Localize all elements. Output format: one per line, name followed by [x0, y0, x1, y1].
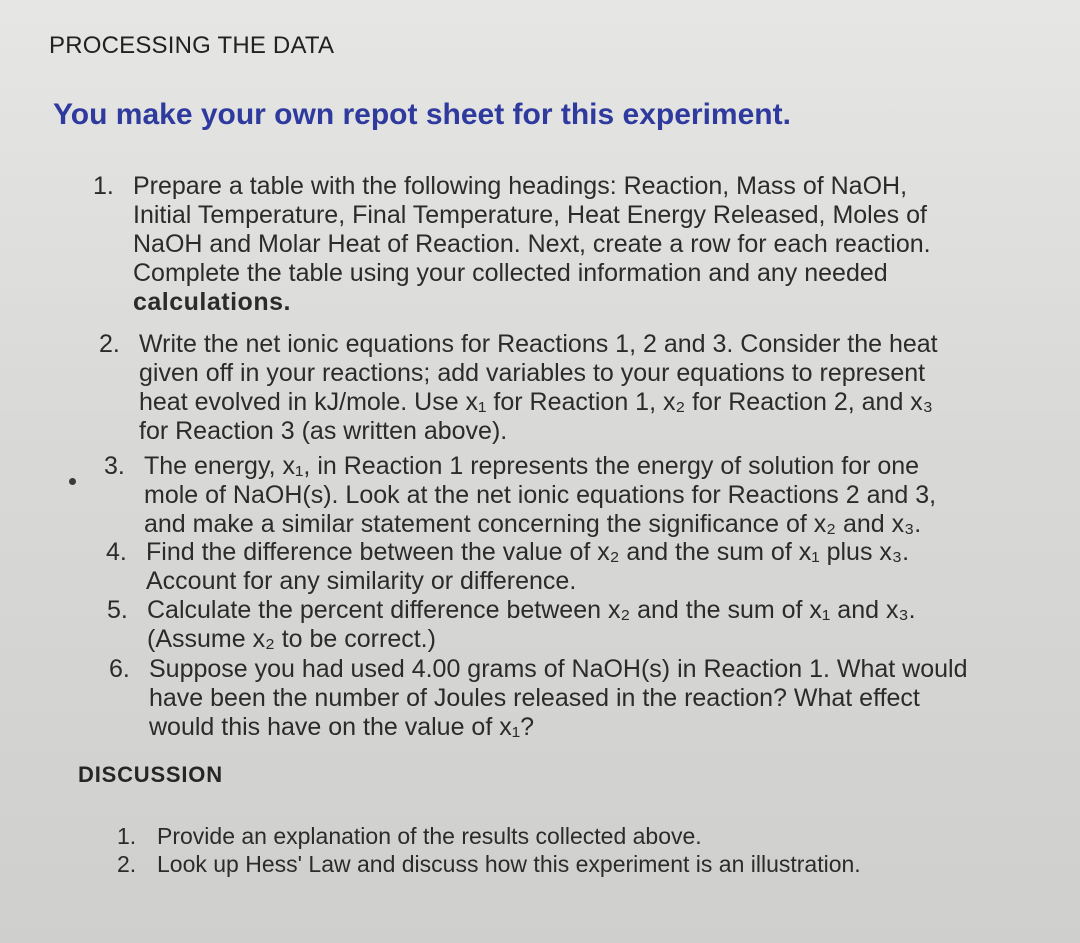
- item-line: have been the number of Joules released in the reaction? What effect: [149, 684, 920, 712]
- item-line: (Assume x₂ to be correct.): [147, 625, 436, 653]
- item-number: 1.: [117, 823, 137, 849]
- item-line: Initial Temperature, Final Temperature, Heat Energy Released, Moles of: [133, 201, 927, 229]
- report-subtitle: You make your own repot sheet for this experiment.: [53, 98, 791, 131]
- item-line: Find the difference between the value of x₂ and the sum of x₁ plus x₃.: [146, 538, 910, 566]
- item-line: Complete the table using your collected information and any needed: [133, 259, 888, 287]
- item-number: 2.: [99, 330, 120, 358]
- item-line: NaOH and Molar Heat of Reaction. Next, create a row for each reaction.: [133, 230, 931, 258]
- item-line: and make a similar statement concerning the significance of x₂ and x₃.: [144, 510, 922, 538]
- item-line: Suppose you had used 4.00 grams of NaOH(s) in Reaction 1. What would: [149, 655, 968, 683]
- item-line: calculations.: [133, 288, 291, 316]
- item-line: given off in your reactions; add variables to your equations to represent: [139, 359, 926, 387]
- discussion-heading: DISCUSSION: [78, 762, 223, 787]
- item-number: 3.: [104, 452, 125, 480]
- bullet-dot-mark: [69, 478, 76, 485]
- item-line: Look up Hess' Law and discuss how this experiment is an illustration.: [157, 851, 861, 877]
- item-line: for Reaction 3 (as written above).: [139, 417, 508, 445]
- item-number: 1.: [93, 172, 114, 200]
- item-number: 4.: [106, 538, 127, 566]
- item-number: 6.: [109, 655, 130, 683]
- item-line: Provide an explanation of the results collected above.: [157, 823, 702, 849]
- item-number: 2.: [117, 851, 137, 877]
- item-line: would this have on the value of x₁?: [149, 713, 535, 741]
- item-line: Prepare a table with the following headings: Reaction, Mass of NaOH,: [133, 172, 908, 200]
- item-line: Account for any similarity or difference.: [146, 567, 577, 595]
- item-line: Calculate the percent difference between x₂ and the sum of x₁ and x₃.: [147, 596, 916, 624]
- item-line: heat evolved in kJ/mole. Use x₁ for Reaction 1, x₂ for Reaction 2, and x₃: [139, 388, 933, 416]
- item-line: The energy, x₁, in Reaction 1 represents the energy of solution for one: [144, 452, 920, 480]
- item-line: mole of NaOH(s). Look at the net ionic equations for Reactions 2 and 3,: [144, 481, 937, 509]
- item-line: Write the net ionic equations for Reactions 1, 2 and 3. Consider the heat: [139, 330, 938, 358]
- item-number: 5.: [107, 596, 128, 624]
- section-heading: PROCESSING THE DATA: [49, 32, 335, 59]
